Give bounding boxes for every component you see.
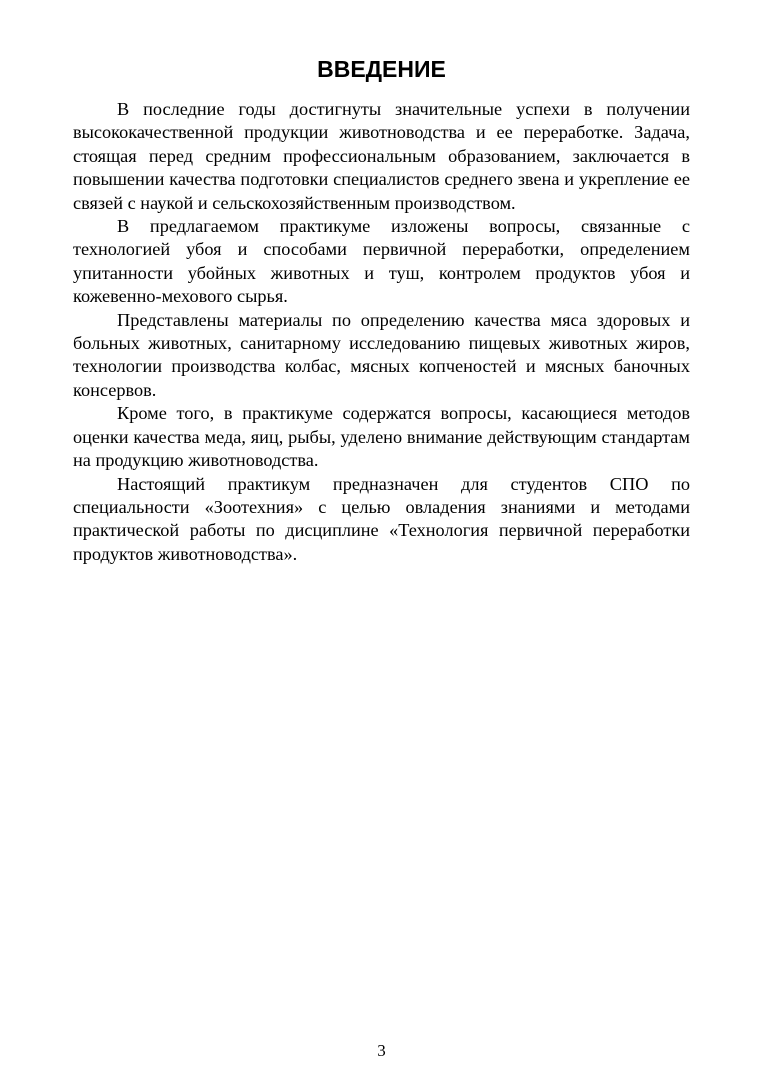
body-text <box>73 98 690 566</box>
paragraph-4: Кроме того, в практикуме содержатся вопросы, касающиеся методов оценки качества меда, яиц, рыбы, уделено внимание действующим стандартам на продукцию животноводства. <box>73 403 690 471</box>
paragraph-5: Настоящий практикум предназначен для студентов СПО по специальности «Зоотехния» с целью овладения знаниями и методами практической работы по дисциплине «Технология первичной переработки продуктов животноводства». <box>73 473 690 564</box>
paragraph-1: В последние годы достигнуты значительные успехи в получении высококачественной продукции животноводства и ее переработке. Задача, стоящая перед средним профессиональным образованием, заключается в повышении качества подготовки специалистов среднего звена и укрепление ее связей с наукой и сельскохозяйственным производством. <box>73 99 690 213</box>
paragraph-3: Представлены материалы по определению качества мяса здоровых и больных животных, санитарному исследованию пищевых животных жиров, технологии производства колбас, мясных копченостей и мясных баночных консервов. <box>73 309 690 400</box>
paragraph-2: В предлагаемом практикуме изложены вопросы, связанные с технологией убоя и способами первичной переработки, определением упитанности убойных животных и туш, контролем продуктов убоя и кожевенно-мехового сырья. <box>73 216 690 307</box>
page-title: ВВЕДЕНИЕ <box>317 56 446 82</box>
page-number: 3 <box>377 1041 386 1060</box>
